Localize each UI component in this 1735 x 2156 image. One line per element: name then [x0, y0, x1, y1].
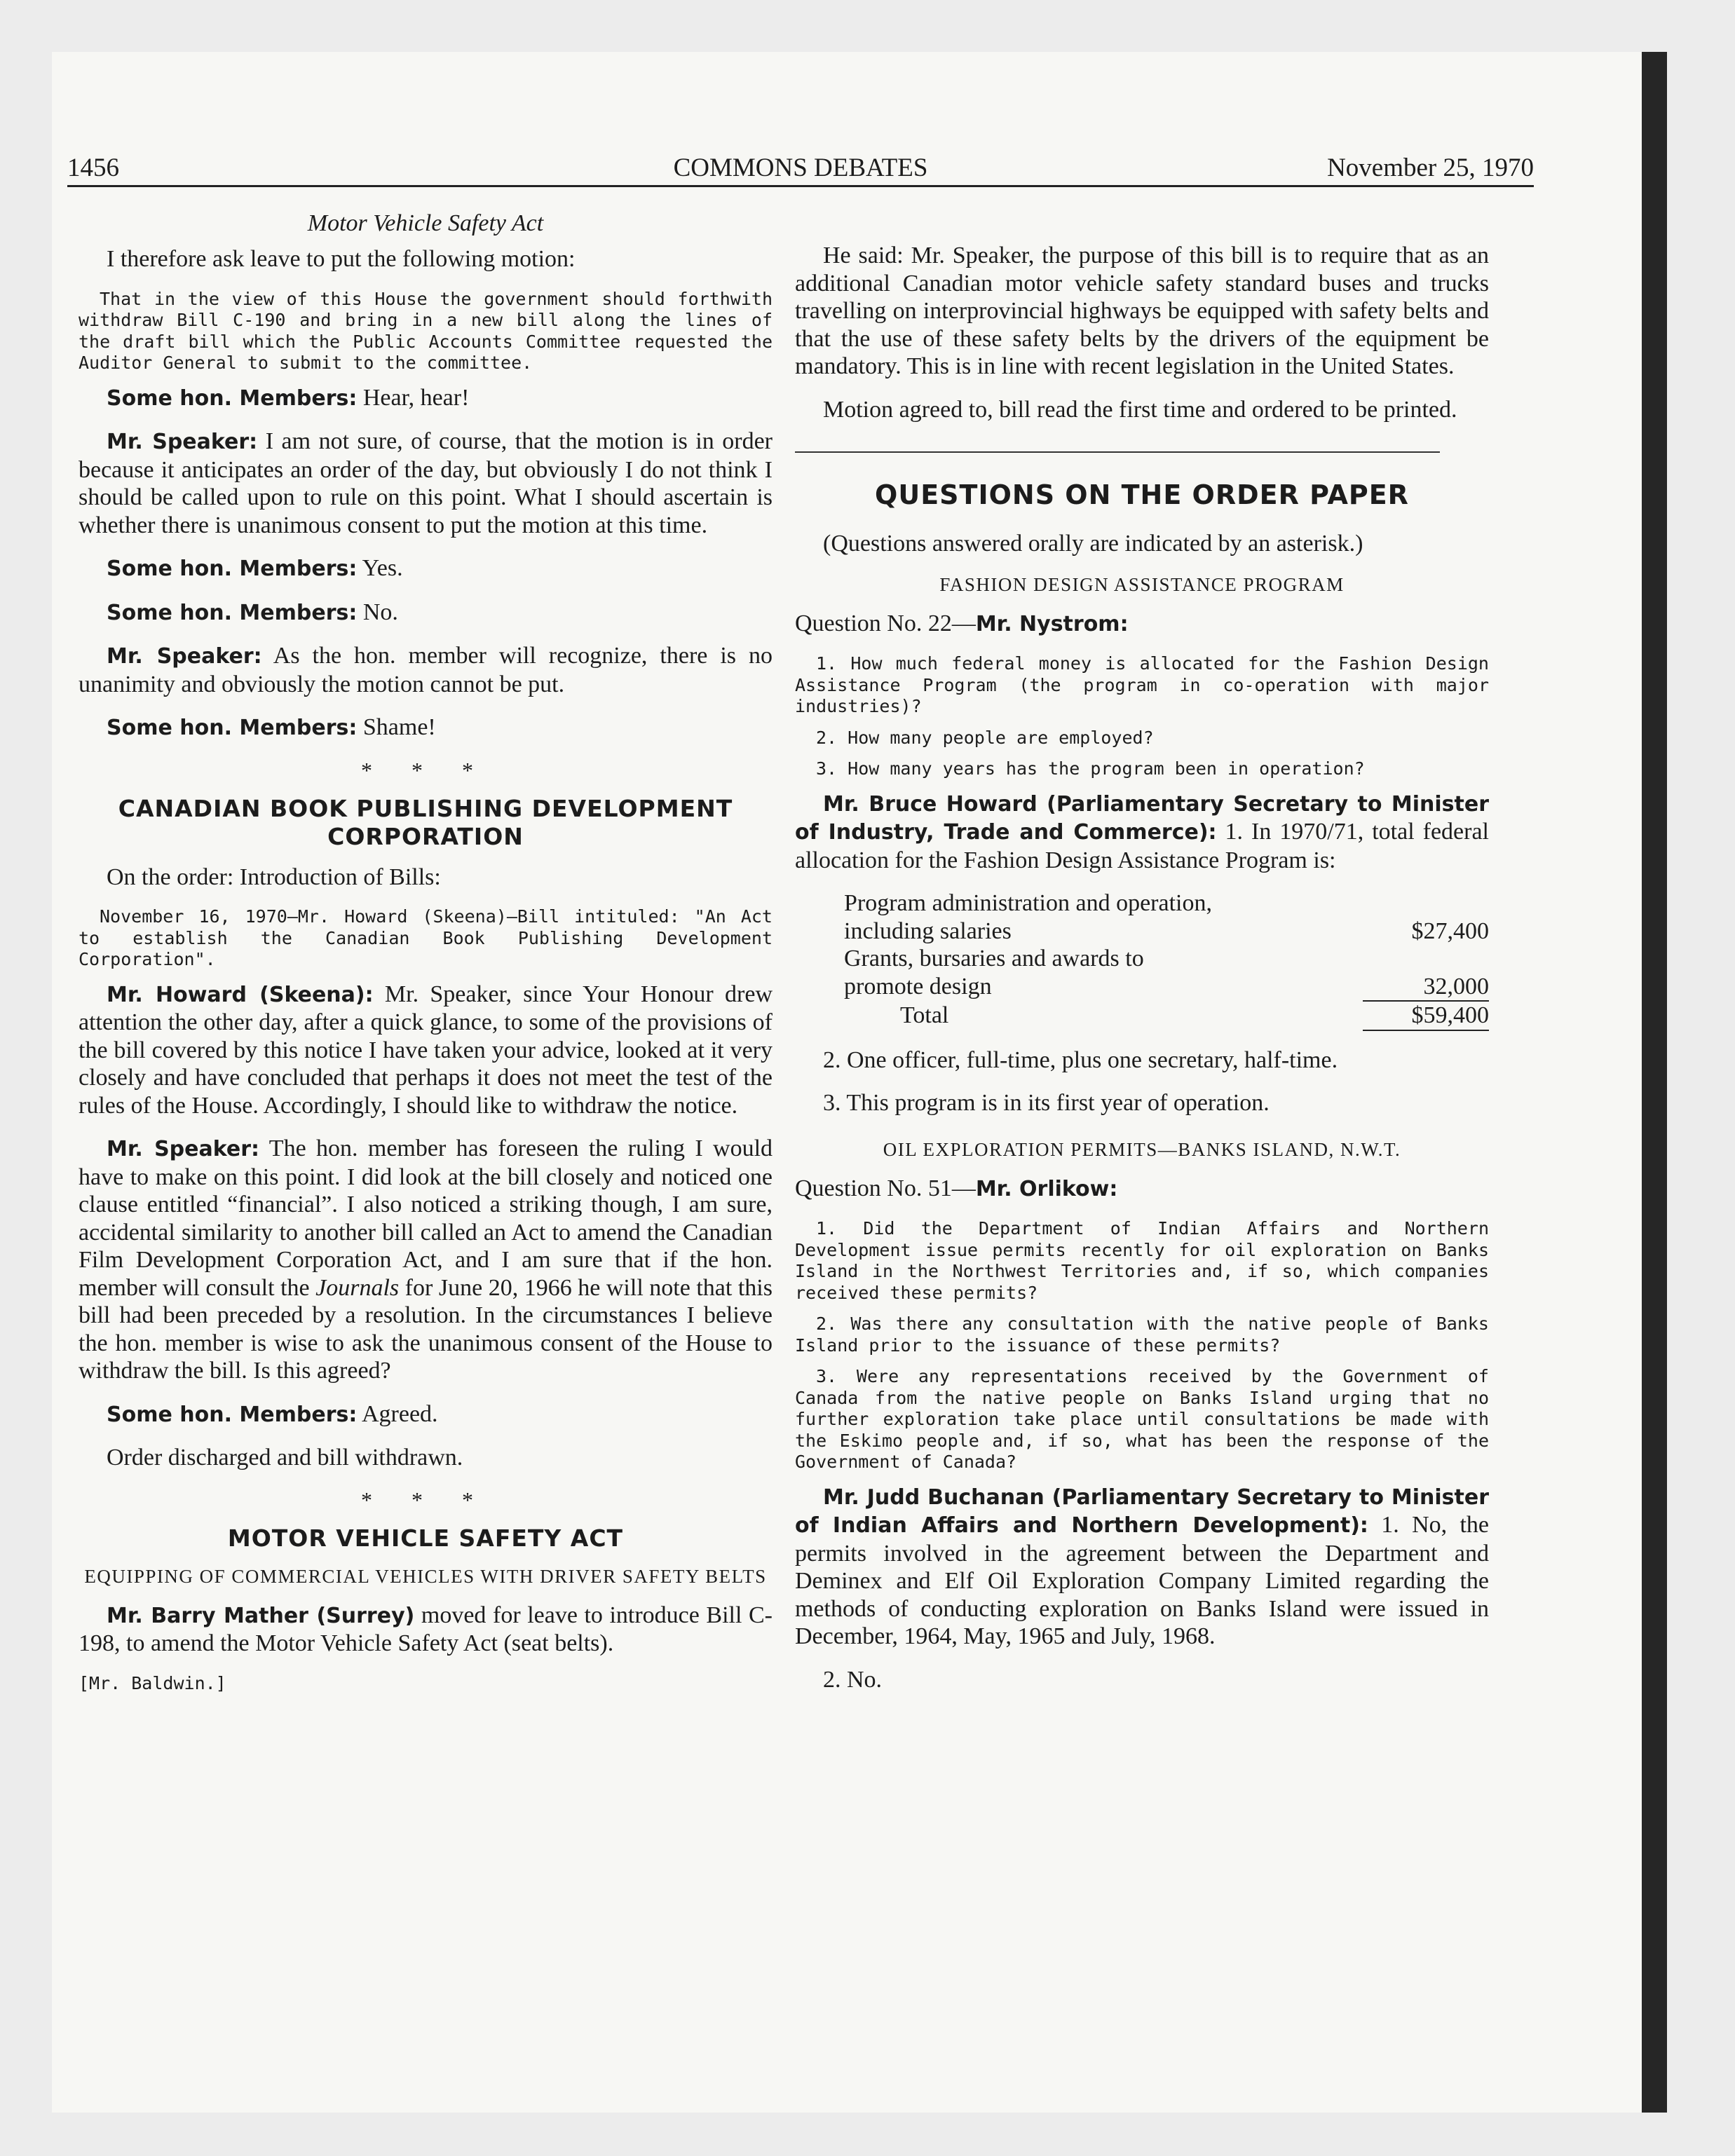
paragraph: Some hon. Members: Shame! [107, 714, 436, 740]
divider [795, 451, 1440, 453]
paragraph: He said: Mr. Speaker, the purpose of this bill is to require that as an additional Canadian motor vehicle safety standard buses and trucks travelling on interprovincial highways be equipped with safety belts and that the use of these safety belts by the drivers of the equipment be mandatory. This is in line with recent legislation in the United States. [795, 243, 1489, 379]
question-item: 3. Were any representations received by the Government of Canada from the native people on Banks Island urging that no further exploration take place until consultations be made with the Eskimo people and, if so, what has been the response of the Government of Canada? [795, 1366, 1489, 1472]
question-topic: OIL EXPLORATION PERMITS—BANKS ISLAND, N.W.T. [883, 1138, 1401, 1160]
speaker: Some hon. Members: [107, 557, 358, 581]
section-heading: CANADIAN BOOK PUBLISHING DEVELOPMENT CORPORATION [118, 794, 733, 850]
page-date: November 25, 1970 [1327, 153, 1534, 182]
speaker: Mr. Judd Buchanan (Parliamentary Secretary to Minister of Indian Affairs and Northern Development): [795, 1485, 1489, 1538]
paragraph: Order discharged and bill withdrawn. [107, 1445, 463, 1471]
section-separator: * * * [361, 757, 490, 783]
paragraph: Mr. Speaker: The hon. member has foreseen the ruling I would have to make on this point. I did look at the bill closely and noticed one clause entitled “financial”. I also noticed a striking though, I am sure, accidental similarity to another bill called an Act to amend the Canadian Film Development Corporation Act, and I am sure that if the hon. member will consult the Journals for June 20, 1966 he will note that this bill had been preceded by a resolution. In the circumstances I believe the hon. member is wise to ask the unanimous consent of the House to withdraw the bill. Is this agreed? [79, 1135, 773, 1384]
answer: Mr. Bruce Howard (Parliamentary Secretary to Minister of Industry, Trade and Commerce): 1. In 1970/71, total federal allocation for the Fashion Design Assistance Program is: [795, 791, 1489, 873]
question-header: Question No. 22—Mr. Nystrom: [795, 610, 1129, 636]
question-header: Question No. 51—Mr. Orlikow: [795, 1175, 1118, 1201]
section-separator: * * * [361, 1487, 490, 1513]
section-heading: MOTOR VEHICLE SAFETY ACT [227, 1524, 624, 1552]
question-topic: FASHION DESIGN ASSISTANCE PROGRAM [939, 573, 1345, 595]
paragraph: Mr. Speaker: I am not sure, of course, that the motion is in order because it anticipates an order of the day, but obviously I do not think I should be called upon to rule on this point. What I should ascertain is whether there is unanimous consent to put the motion at this time. [79, 428, 773, 538]
motion-quote: That in the view of this House the government should forthwith withdraw Bill C-190 and bring in a new bill along the lines of the draft bill which the Public Accounts Committee requested the Auditor General to submit to the committee. [79, 288, 773, 373]
paragraph: Some hon. Members: Yes. [107, 555, 403, 581]
question-item: 3. How many years has the program been in operation? [816, 758, 1365, 779]
question-item: 1. How much federal money is allocated for the Fashion Design Assistance Program (the program in co-operation with major industries)? [795, 653, 1489, 716]
left-column [79, 210, 773, 1693]
paragraph: Mr. Howard (Skeena): Mr. Speaker, since Your Honour drew attention the other day, after a quick glance, to some of the provisions of the bill covered by this notice I have taken your advice, looked at it very closely and have concluded that perhaps it does not meet the test of the rules of the House. Accordingly, I should like to withdraw the notice. [79, 981, 773, 1119]
speaker: Some hon. Members: [107, 1402, 358, 1427]
answer-item: 2. No. [823, 1666, 883, 1693]
speaker: Some hon. Members: [107, 600, 358, 625]
question-item: 2. How many people are employed? [816, 727, 1154, 748]
speaker: Mr. Barry Mather (Surrey) [107, 1603, 415, 1628]
answer-item: 3. This program is in its first year of operation. [823, 1090, 1270, 1116]
paragraph: Motion agreed to, bill read the first time and ordered to be printed. [823, 396, 1457, 423]
paragraph: Some hon. Members: Agreed. [107, 1400, 438, 1427]
answer-item: 2. One officer, full-time, plus one secretary, half-time. [823, 1046, 1338, 1073]
paragraph: I therefore ask leave to put the following motion: [107, 246, 576, 272]
allocation-table: Program administration and operation, including salaries $27,400 Grants, bursaries and awards to promote design 32,000 Total $59,400 [795, 889, 1489, 1031]
answer: Mr. Judd Buchanan (Parliamentary Secretary to Minister of Indian Affairs and Northern Development): 1. No, the permits involved in the agreement between the Department and Deminex and Elf Oil Exploration Company Limited regarding the methods of conducting exploration on Banks Island were issued in December, 1964, May, 1965 and July, 1968. [795, 1485, 1489, 1649]
paragraph: Mr. Speaker: As the hon. member will recognize, there is no unanimity and obviously the motion cannot be put. [79, 643, 773, 697]
paragraph: Some hon. Members: No. [107, 599, 398, 625]
question-item: 2. Was there any consultation with the native people of Banks Island prior to the issuance of these permits? [795, 1314, 1489, 1356]
publication-title: COMMONS DEBATES [673, 153, 928, 182]
paragraph: Some hon. Members: Hear, hear! [107, 384, 470, 411]
speaker: Mr. Speaker: [107, 644, 262, 669]
paragraph: Mr. Barry Mather (Surrey) moved for leave to introduce Bill C-198, to amend the Motor Vehicle Safety Act (seat belts). [79, 1602, 773, 1656]
paragraph: On the order: Introduction of Bills: [107, 864, 441, 890]
page-header [67, 102, 1534, 187]
speaker: Mr. Bruce Howard (Parliamentary Secretary to Minister of Industry, Trade and Commerce): [795, 791, 1489, 845]
page-number: 1456 [67, 153, 119, 182]
speaker: Mr. Speaker: [107, 1137, 260, 1161]
bill-quote: November 16, 1970—Mr. Howard (Skeena)—Bill intituled: "An Act to establish the Canadian Book Publishing Development Corporation". [79, 906, 773, 969]
speaker: Mr. Speaker: [107, 430, 258, 454]
page-footer: [Mr. Baldwin.] [79, 1672, 226, 1693]
speaker: Some hon. Members: [107, 386, 358, 411]
running-topic: Motor Vehicle Safety Act [307, 210, 544, 236]
speaker: Mr. Howard (Skeena): [107, 982, 374, 1007]
binding-edge [1642, 52, 1667, 2113]
section-subheading: EQUIPPING OF COMMERCIAL VEHICLES WITH DRIVER SAFETY BELTS [84, 1565, 767, 1587]
speaker: Some hon. Members: [107, 716, 358, 740]
right-column [795, 242, 1489, 1709]
question-item: 1. Did the Department of Indian Affairs and Northern Development issue permits recently for oil exploration on Banks Island in the Northwest Territories and, if so, which companies received these permits? [795, 1218, 1489, 1303]
section-heading: QUESTIONS ON THE ORDER PAPER [875, 479, 1409, 510]
paragraph: (Questions answered orally are indicated by an asterisk.) [823, 531, 1363, 557]
